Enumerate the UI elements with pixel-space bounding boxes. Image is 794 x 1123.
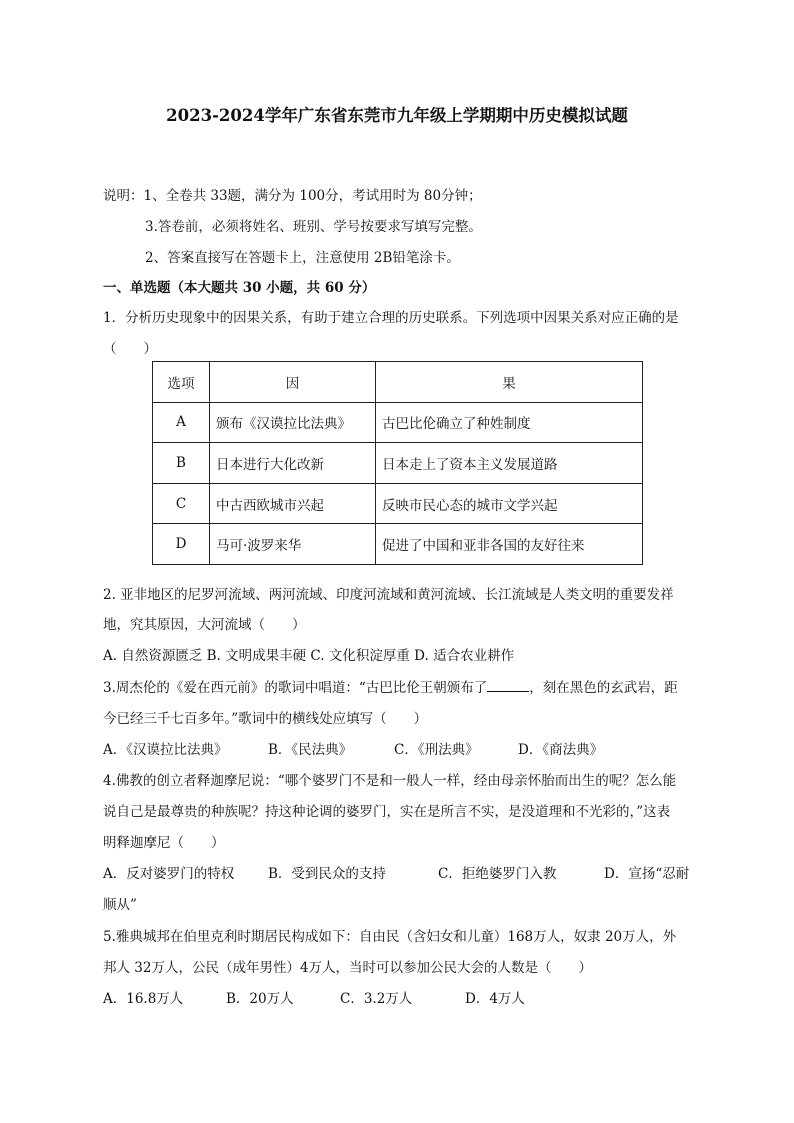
instruction-line-1: 说明：1、全卷共 33题，满分为 100分，考试用时为 80分钟；: [103, 188, 482, 204]
question-5-option-c: C．3.2万人: [340, 991, 413, 1007]
question-2-stem-cont: 地，究其原因，大河流域（ ）: [103, 617, 306, 633]
question-5-option-d: D．4万人: [465, 991, 525, 1007]
table-cell: 反映市民心态的城市文学兴起: [376, 483, 643, 524]
fill-in-blank: [487, 679, 529, 692]
question-3-option-c: C．《刑法典》: [394, 742, 479, 758]
question-1-stem: 1．分析历史现象中的因果关系，有助于建立合理的历史联系。下列选项中因果关系对应正确的是: [103, 310, 679, 326]
question-2-options: A. 自然资源匮乏 B. 文明成果丰硬 C. 文化积淀厚重 D. 适合农业耕作: [103, 648, 515, 664]
question-4-option-c: C．拒绝婆罗门入教: [438, 866, 557, 882]
instruction-line-2: 3.答卷前，必须将姓名、班别、学号按要求写填写完整。: [145, 219, 482, 235]
question-3-option-a: A．《汉谟拉比法典》: [103, 742, 228, 758]
question-4-stem-cont-1: 说自己是最尊贵的种族呢？持这种论调的婆罗门，实在是所言不实，是没道理和不光彩的，”这表: [103, 804, 671, 820]
table-row: [153, 483, 643, 524]
table-cell: 日本走上了资本主义发展道路: [376, 443, 643, 484]
table-cell: 马可·波罗来华: [210, 524, 376, 565]
question-4-stem-cont-2: 明释迦摩尼（ ）: [103, 835, 225, 851]
table-header-cell: 因: [210, 362, 376, 403]
question-5-option-a: A．16.8万人: [103, 991, 184, 1007]
table-cell: C: [153, 483, 210, 524]
question-1-bracket: （ ）: [103, 341, 157, 357]
question-3-option-d: D．《商法典》: [518, 742, 604, 758]
table-row: [153, 524, 643, 565]
question-5-stem: 5.雅典城邦在伯里克利时期居民构成如下：自由民（含妇女和儿童）168万人，奴隶 20万人，外: [103, 929, 677, 945]
table-cell: 古巴比伦确立了种姓制度: [376, 402, 643, 443]
question-4-option-d: D．宣扬“忍耐: [604, 866, 690, 882]
table-header-cell: 选项: [153, 362, 210, 403]
table-cell: 中古西欧城市兴起: [210, 483, 376, 524]
question-3-option-b: B．《民法典》: [268, 742, 353, 758]
table-cell: D: [153, 524, 210, 565]
section-heading: 一、单选题（本大题共 30 小题，共 60 分）: [103, 280, 376, 296]
table-header-row: [153, 362, 643, 403]
table-cell: A: [153, 402, 210, 443]
question-5-stem-cont: 邦人 32万人，公民（成年男性）4万人，当时可以参加公民大会的人数是（ ）: [103, 960, 593, 976]
table-cell: 颁布《汉谟拉比法典》: [210, 402, 376, 443]
question-1-table: [152, 361, 643, 565]
table-row: [153, 402, 643, 443]
question-3-stem-part-a: 3.周杰伦的《爱在西元前》的歌词中唱道：“古巴比伦王朝颁布了: [103, 680, 488, 696]
question-3-stem-part-b: ，刻在黑色的玄武岩，距: [529, 680, 678, 696]
page-title: 2023-2024学年广东省东莞市九年级上学期期中历史模拟试题: [166, 106, 628, 125]
question-3-stem-cont: 今已经三千七百多年。”歌词中的横线处应填写（ ）: [103, 711, 428, 727]
question-2-stem: 2. 亚非地区的尼罗河流域、两河流域、印度河流域和黄河流域、长江流域是人类文明的重要发祥: [103, 587, 674, 603]
question-3-stem: [103, 676, 678, 696]
instruction-line-3: 2、答案直接写在答题卡上，注意使用 2B铅笔涂卡。: [145, 250, 460, 266]
table-cell: 日本进行大化改新: [210, 443, 376, 484]
table-header-cell: 果: [376, 362, 643, 403]
table-cell: B: [153, 443, 210, 484]
table-row: [153, 443, 643, 484]
question-4-option-a: A．反对婆罗门的特权: [103, 866, 235, 882]
question-4-option-d-cont: 顺从”: [103, 897, 137, 913]
question-4-option-b: B．受到民众的支持: [268, 866, 386, 882]
question-5-option-b: B．20万人: [226, 991, 294, 1007]
question-4-stem: 4.佛教的创立者释迦摩尼说：“哪个婆罗门不是和一般人一样，经由母亲怀胎而出生的呢？怎么能: [103, 773, 677, 789]
table-cell: 促进了中国和亚非各国的友好往来: [376, 524, 643, 565]
